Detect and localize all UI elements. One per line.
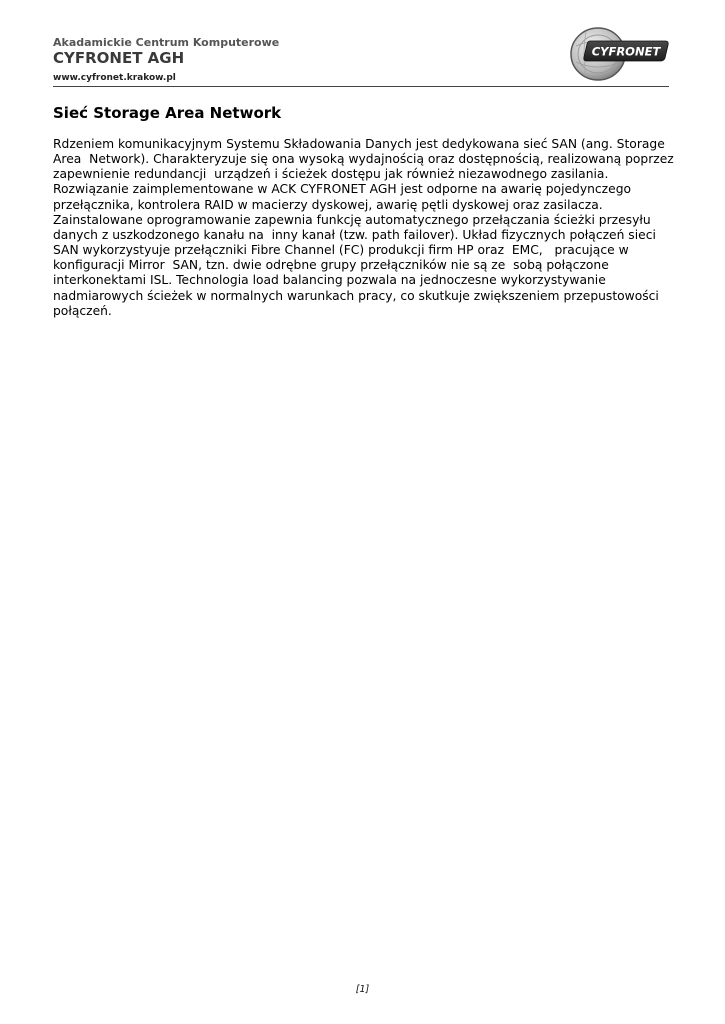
- body-line: Rozwiązanie zaimplementowane w ACK CYFRONET AGH jest odporne na awarię pojedynczego: [53, 182, 632, 197]
- body-line: Zainstalowane oprogramowanie zapewnia funkcję automatycznego przełączania ścieżki przesyłu: [53, 212, 651, 227]
- body-line: zapewnienie redundancji urządzeń i ścieżek dostępu jak również niezawodnego zasilania.: [53, 167, 609, 182]
- body-line: nadmiarowych ścieżek w normalnych warunkach pracy, co skutkuje zwiększeniem przepustowości: [53, 288, 659, 303]
- body-line: interkonektami ISL. Technologia load balancing pozwala na jednoczesne wykorzystywanie: [53, 273, 606, 288]
- logo-wordmark: CYFRONET: [591, 44, 661, 59]
- page-title: Sieć Storage Area Network: [53, 104, 282, 122]
- body-line: danych z uszkodzonego kanału na inny kanał (tzw. path failover). Układ fizycznych połączeń sieci: [53, 227, 656, 242]
- body-line: SAN wykorzystyuje przełączniki Fibre Channel (FC) produkcji firm HP oraz EMC, pracujące w: [53, 243, 629, 258]
- body-line: konfiguracji Mirror SAN, tzn. dwie odrębne grupy przełączników nie są ze sobą połączone: [53, 258, 609, 273]
- body-line: połączeń.: [53, 303, 112, 318]
- cyfronet-logo: [568, 26, 670, 82]
- organization-title: CYFRONET AGH: [53, 49, 185, 67]
- body-paragraph: [53, 137, 673, 319]
- page-number: [1]: [355, 984, 370, 995]
- body-line: Rdzeniem komunikacyjnym Systemu Składowania Danych jest dedykowana sieć SAN (ang. Storage: [53, 137, 665, 151]
- header-divider: [53, 86, 669, 87]
- organization-name: Akadamickie Centrum Komputerowe: [53, 36, 280, 49]
- website-url: www.cyfronet.krakow.pl: [53, 73, 176, 83]
- body-line: przełącznika, kontrolera RAID w macierzy dyskowej, awarię pętli dyskowej oraz zasilacza.: [53, 197, 603, 212]
- body-line: Area Network). Charakteryzuje się ona wysoką wydajnością oraz dostępnością, realizowaną poprzez: [53, 152, 674, 167]
